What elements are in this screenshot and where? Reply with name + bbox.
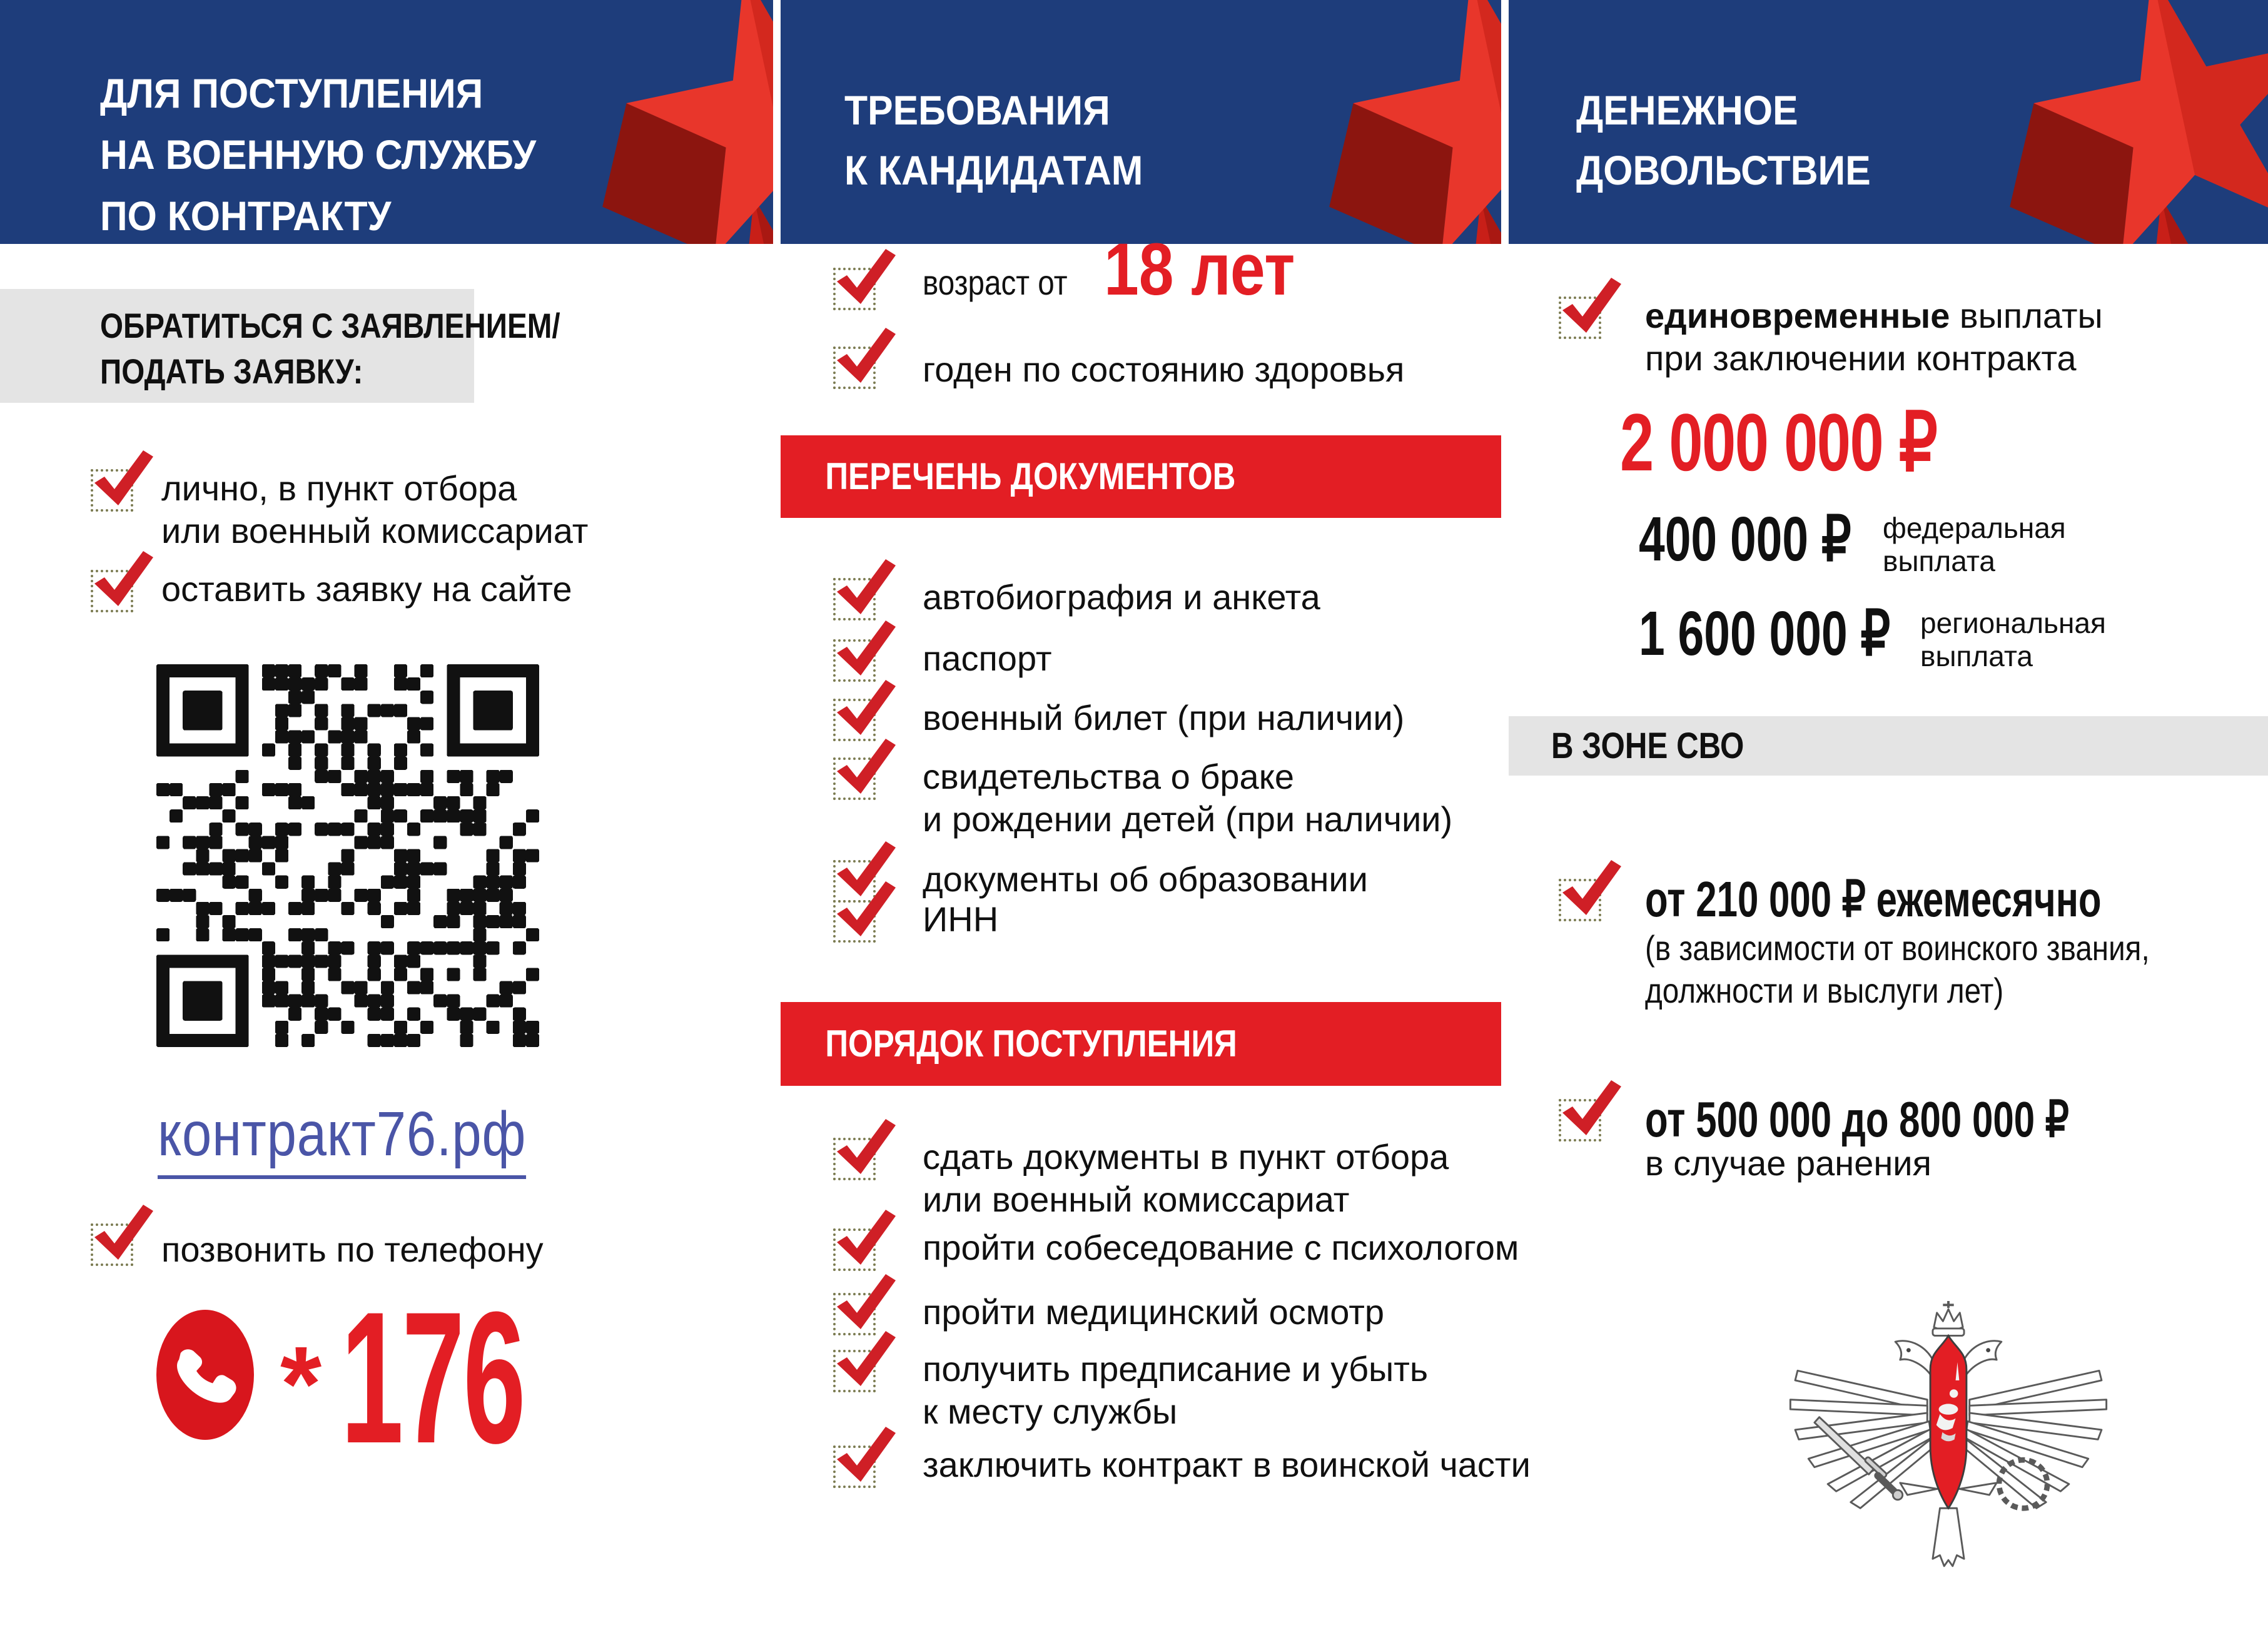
- apply-option-website: [161, 568, 572, 610]
- monthly-pay-note: [1645, 927, 2150, 1012]
- item-line: (в зависимости от воинского звания,: [1645, 928, 2150, 968]
- svo-zone-bar: [1509, 716, 2268, 776]
- federal-label: [1883, 512, 2066, 578]
- item-line: военный билет (при наличии): [923, 698, 1405, 737]
- title-line: ДОВОЛЬСТВИЕ: [1576, 147, 1871, 193]
- checkbox: [1559, 879, 1601, 921]
- federal-amount: 400 000 ₽: [1639, 504, 1851, 574]
- checkmark-icon: [833, 557, 899, 618]
- checkbox: [833, 757, 876, 800]
- checkbox: [833, 347, 876, 389]
- item-line: заключить контракт в воинской части: [923, 1445, 1531, 1484]
- lump-sum-bold: единовременные: [1645, 296, 1950, 335]
- checkmark-icon: [833, 677, 899, 739]
- phone-option-label: позвонить по телефону: [161, 1230, 544, 1269]
- age-prefix: возраст от: [923, 263, 1068, 302]
- label-line: региональная: [1920, 607, 2106, 639]
- checkbox: [833, 578, 876, 620]
- procedure-banner: [781, 1002, 1501, 1086]
- apply-box-line: ПОДАТЬ ЗАЯВКУ:: [100, 352, 363, 391]
- checkmark-icon: [833, 1329, 899, 1390]
- middle-header-band: [781, 0, 1501, 244]
- item-line: паспорт: [923, 639, 1052, 678]
- step-item: [923, 1227, 1519, 1269]
- apply-option-personal: [161, 467, 588, 552]
- checkmark-icon: [91, 1202, 157, 1263]
- phone-icon: [155, 1309, 255, 1441]
- checkmark-icon: [1559, 858, 1625, 919]
- left-header-band: [0, 0, 773, 244]
- item-line: и рождении детей (при наличии): [923, 799, 1453, 839]
- item-line: лично, в пункт отбора: [161, 468, 517, 508]
- left-panel-title: [100, 63, 536, 244]
- item-line: пройти медицинский осмотр: [923, 1292, 1385, 1332]
- item-line: при заключении контракта: [1645, 338, 2077, 378]
- qr-code[interactable]: [156, 664, 539, 1047]
- checkbox: [833, 900, 876, 943]
- checkmark-icon: [1559, 275, 1625, 337]
- checkmark-icon: [833, 246, 899, 308]
- item-line: к месту службы: [923, 1392, 1178, 1431]
- checkmark-icon: [833, 1424, 899, 1486]
- checkmark-icon: [833, 1116, 899, 1178]
- lump-sum-rest: выплаты: [1950, 296, 2103, 335]
- title-line: ДЛЯ ПОСТУПЛЕНИЯ: [100, 70, 483, 116]
- age-value: 18 лет: [1104, 228, 1295, 311]
- phone-number: 176: [341, 1272, 525, 1482]
- checkmark-icon: [833, 325, 899, 387]
- checkmark-icon: [91, 448, 157, 509]
- checkbox: [1559, 296, 1601, 339]
- doc-item: [923, 898, 998, 941]
- doc-item: [923, 858, 1368, 901]
- right-panel-title: [1576, 80, 1871, 200]
- right-header-band: [1509, 0, 2268, 244]
- doc-item: [923, 576, 1320, 619]
- website-link[interactable]: контракт76.рф: [158, 1098, 526, 1179]
- regional-label: [1920, 607, 2106, 673]
- doc-item: [923, 697, 1404, 739]
- big-amount: 2 000 000 ₽: [1620, 397, 1937, 488]
- monthly-pay: от 210 000 ₽ ежемесячно: [1645, 871, 2102, 927]
- doc-item: [923, 756, 1452, 841]
- banner-label: ПЕРЕЧЕНЬ ДОКУМЕНТОВ: [825, 455, 1236, 497]
- title-line: ТРЕБОВАНИЯ: [844, 87, 1110, 133]
- wound-pay: от 500 000 до 800 000 ₽: [1645, 1091, 2069, 1147]
- checkbox: [91, 469, 133, 512]
- checkmark-icon: [833, 736, 899, 797]
- checkbox: [91, 570, 133, 612]
- label-line: выплата: [1920, 640, 2033, 672]
- item-line: [1645, 295, 2103, 337]
- checkmark-icon: [833, 618, 899, 679]
- label-line: федеральная: [1883, 512, 2066, 544]
- checkbox: [91, 1223, 133, 1266]
- mod-eagle-emblem: [1779, 1301, 2117, 1589]
- checkmark-icon: [833, 1272, 899, 1333]
- health-requirement: годен по состоянию здоровья: [923, 350, 1405, 389]
- regional-amount: 1 600 000 ₽: [1639, 599, 1891, 669]
- step-item: [923, 1136, 1449, 1221]
- checkmark-icon: [1559, 1078, 1625, 1139]
- middle-panel-title: [844, 80, 1143, 200]
- apply-box: [0, 289, 560, 403]
- step-item: [923, 1291, 1384, 1334]
- apply-box-line: ОБРАТИТЬСЯ С ЗАЯВЛЕНИЕМ/: [100, 306, 560, 345]
- title-line: НА ВОЕННУЮ СЛУЖБУ: [100, 131, 537, 178]
- step-item: [923, 1444, 1531, 1486]
- wound-pay-note: в случае ранения: [1645, 1143, 1931, 1183]
- item-line: должности и выслуги лет): [1645, 971, 2004, 1010]
- star-emblem: [1945, 0, 2268, 244]
- item-line: документы об образовании: [923, 859, 1368, 899]
- phone-number-star: *: [280, 1325, 322, 1444]
- checkbox: [833, 1445, 876, 1488]
- doc-item: [923, 637, 1052, 680]
- star-emblem: [538, 0, 773, 244]
- banner-label: ПОРЯДОК ПОСТУПЛЕНИЯ: [825, 1023, 1237, 1065]
- checkmark-icon: [91, 549, 157, 610]
- star-emblem: [1265, 0, 1501, 244]
- checkmark-icon: [833, 879, 899, 940]
- item-line: пройти собеседование с психологом: [923, 1228, 1519, 1267]
- checkmark-icon: [833, 1207, 899, 1268]
- checkbox: [833, 1350, 876, 1392]
- label-line: выплата: [1883, 545, 1995, 577]
- item-line: сдать документы в пункт отбора: [923, 1137, 1449, 1177]
- item-line: автобиография и анкета: [923, 577, 1320, 617]
- checkbox: [833, 699, 876, 741]
- checkbox: [833, 268, 876, 310]
- step-item: [923, 1348, 1428, 1433]
- title-line: ПО КОНТРАКТУ: [100, 193, 392, 239]
- age-requirement: [923, 228, 1329, 311]
- item-line: или военный комиссариат: [161, 511, 589, 550]
- checkbox: [833, 1228, 876, 1271]
- svo-zone-label: В ЗОНЕ СВО: [1551, 725, 1744, 766]
- checkbox: [833, 1138, 876, 1180]
- item-line: оставить заявку на сайте: [161, 569, 572, 609]
- title-line: К КАНДИДАТАМ: [844, 147, 1143, 193]
- checkbox: [833, 639, 876, 682]
- title-line: ДЕНЕЖНОЕ: [1576, 87, 1798, 133]
- item-line: ИНН: [923, 899, 999, 939]
- documents-banner: [781, 435, 1501, 518]
- checkbox: [1559, 1099, 1601, 1142]
- item-line: получить предписание и убыть: [923, 1349, 1429, 1389]
- item-line: свидетельства о браке: [923, 757, 1294, 796]
- item-line: или военный комиссариат: [923, 1180, 1350, 1219]
- lump-sum-item: [1645, 295, 2103, 380]
